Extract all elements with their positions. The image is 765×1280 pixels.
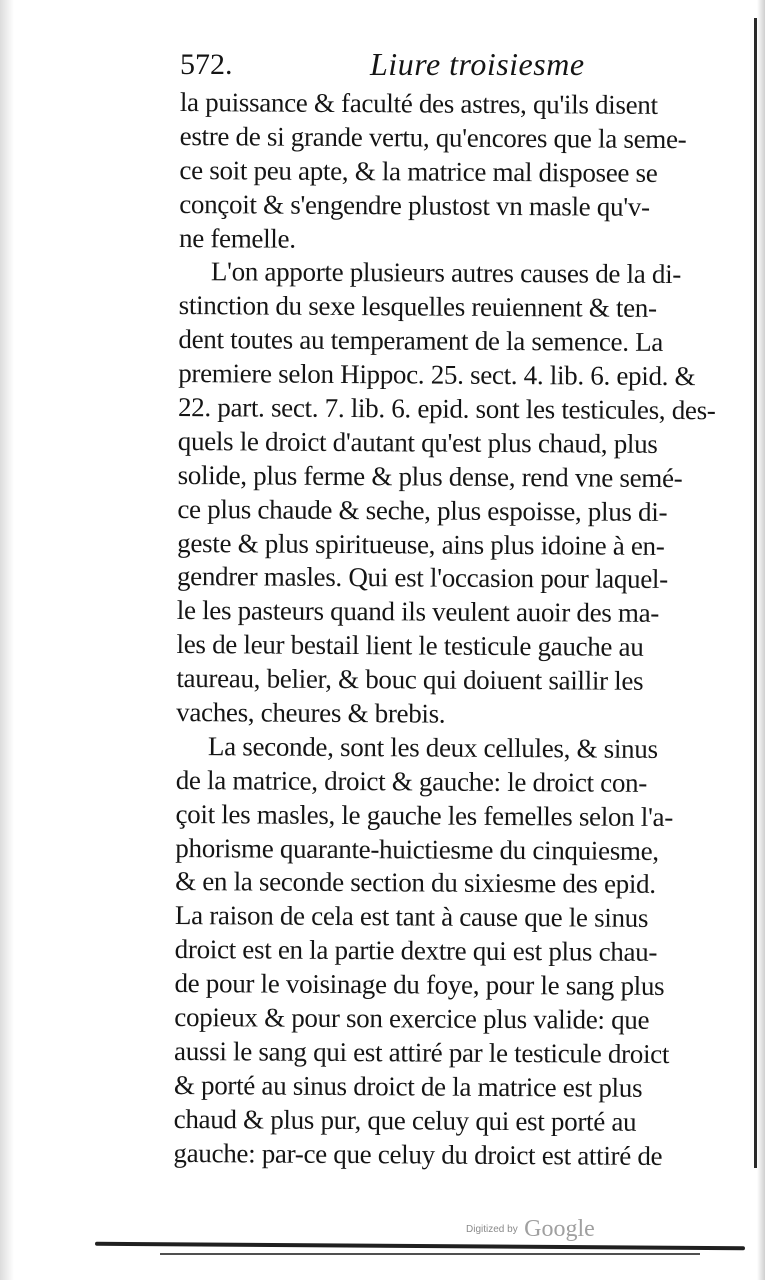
running-head: [180, 40, 720, 86]
scan-right-edge-line: [754, 18, 757, 1168]
text-line: ce plus chaude & seche, plus espoisse, plus di-: [177, 493, 668, 527]
page-number: 572.: [180, 48, 233, 81]
text-line: gauche: par-ce que celuy du droict est attiré de: [173, 1137, 663, 1171]
text-line: ne femelle.: [178, 222, 296, 254]
scan-bottom-edge: [95, 1242, 745, 1251]
text-line: La raison de cela est tant à cause que le sinus: [174, 900, 649, 934]
paragraph-start-line: L'on apporte plusieurs autres causes de la di-: [210, 256, 682, 290]
text-line: estre de si grande vertu, qu'encores que la seme-: [179, 120, 687, 154]
text-line: aussi le sang qui est attiré par le testicule droict: [174, 1035, 670, 1069]
text-line: les de leur bestail lient le testicule gauche au: [176, 629, 644, 663]
text-line: quels le droict d'autant qu'est plus chaud, plus: [177, 425, 658, 459]
text-line: stinction du sexe lesquelles reuiennent & ten-: [178, 290, 657, 324]
digitization-watermark: [466, 1216, 595, 1243]
body-text: [173, 86, 720, 1174]
text-line: geste & plus spiritueuse, ains plus idoine à en-: [177, 527, 665, 561]
text-line: de la matrice, droict & gauche: le droict con-: [175, 764, 648, 798]
text-line: de pour le voisinage du foye, pour le sang plus: [174, 968, 665, 1002]
text-line: çoit les masles, le gauche les femelles selon l'a-: [175, 798, 674, 832]
google-logo: Google: [524, 1216, 595, 1242]
text-line: 22. part. sect. 7. lib. 6. epid. sont les testicules, des-: [177, 392, 716, 426]
text-line: & en la seconde section du sixiesme des epid.: [175, 866, 656, 900]
text-line: vaches, cheures & brebis.: [176, 697, 446, 729]
text-line: phorisme quarante-huictiesme du cinquiesme,: [175, 832, 659, 866]
text-line: dent toutes au temperament de la semence. La: [178, 324, 664, 358]
text-line: solide, plus ferme & plus dense, rend vne semé-: [177, 459, 683, 493]
digitized-by-label: Digitized by: [466, 1224, 518, 1235]
scan-right-margin: [757, 0, 765, 1280]
text-line: le les pasteurs quand ils veulent auoir des ma-: [176, 595, 660, 629]
scan-bottom-shadow: [160, 1253, 700, 1255]
running-title: Liure troisiesme: [370, 46, 585, 82]
text-line: copieux & pour son exercice plus valide: que: [174, 1002, 650, 1035]
text-line: gendrer masles. Qui est l'occasion pour laquel-: [176, 561, 668, 595]
text-line: taureau, belier, & bouc qui doiuent saillir les: [176, 663, 644, 696]
text-line: premiere selon Hippoc. 25. sect. 4. lib. 6. epid. &: [178, 358, 696, 392]
text-line: chaud & plus pur, que celuy qui est porté au: [173, 1103, 637, 1137]
text-line: droict est en la partie dextre qui est plus chau-: [174, 934, 658, 968]
text-line: conçoit & s'engendre plustost vn masle qu'v-: [179, 188, 650, 222]
text-line: ce soit peu apte, & la matrice mal disposee se: [179, 154, 658, 188]
book-page: [173, 40, 720, 1171]
paragraph-start-line: La seconde, sont les deux cellules, & sinus: [207, 731, 658, 764]
text-line: & porté au sinus droict de la matrice est plus: [173, 1069, 643, 1103]
scan-left-edge: [0, 0, 14, 1280]
text-line: la puissance & faculté des astres, qu'ils disent: [179, 86, 658, 120]
